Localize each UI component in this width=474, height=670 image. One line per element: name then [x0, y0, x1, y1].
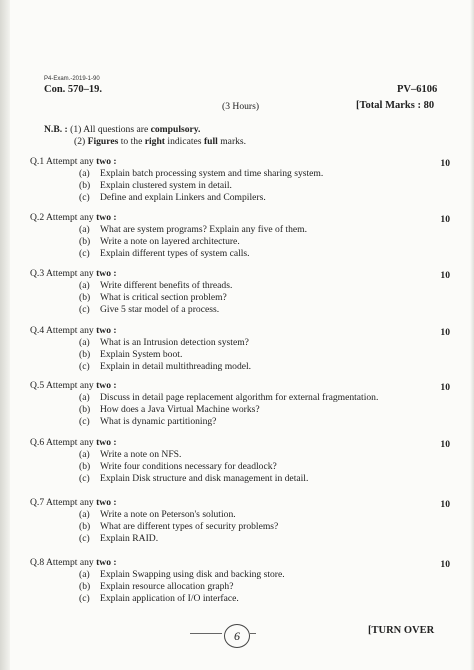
- question-marks: 10: [440, 270, 450, 281]
- question-marks: 10: [440, 559, 450, 570]
- duration: (3 Hours): [222, 101, 260, 112]
- question-count: two :: [96, 557, 117, 568]
- question-label: [30, 325, 117, 336]
- option-letter: (a): [79, 224, 90, 235]
- question-option: [30, 509, 450, 521]
- option-letter: (b): [79, 292, 91, 303]
- turn-over: [TURN OVER: [368, 625, 435, 636]
- option-letter: (c): [79, 416, 90, 427]
- question-label: [30, 380, 117, 391]
- question-count: two :: [96, 212, 117, 223]
- question-option: [30, 361, 450, 373]
- question-marks: 10: [440, 439, 450, 450]
- page-mark: 6: [224, 624, 250, 648]
- question-marks: 10: [440, 499, 450, 510]
- question-option: [30, 349, 450, 361]
- option-text: Discuss in detail page replacement algorithm for external fragmentation.: [100, 392, 379, 403]
- option-text: Explain batch processing system and time sharing system.: [100, 168, 324, 179]
- con-number: Con. 570–19.: [44, 84, 103, 95]
- question-label: [30, 557, 117, 568]
- question-attempt: Attempt any: [46, 325, 94, 336]
- paper-id: PV–6106: [397, 84, 438, 95]
- option-letter: (c): [79, 304, 90, 315]
- question-option: [30, 292, 450, 304]
- question-label: [30, 437, 117, 448]
- question-option: [30, 168, 450, 180]
- question-attempt: Attempt any: [46, 212, 94, 223]
- option-text: Write different benefits of threads.: [100, 280, 233, 291]
- option-letter: (c): [79, 361, 90, 372]
- question-attempt: Attempt any: [46, 268, 94, 279]
- nb-to-the: to the: [120, 136, 143, 147]
- question-number: Q.4: [30, 325, 45, 336]
- option-text: What are different types of security problems?: [100, 521, 279, 532]
- option-letter: (c): [79, 593, 90, 604]
- question-label: [30, 497, 117, 508]
- option-text: Define and explain Linkers and Compilers.: [100, 192, 266, 203]
- question-block: [30, 325, 450, 373]
- question-number: Q.8: [30, 557, 45, 568]
- option-text: Explain Swapping using disk and backing store.: [100, 569, 285, 580]
- option-text: How does a Java Virtual Machine works?: [100, 404, 260, 415]
- nb-right: right: [144, 136, 166, 147]
- question-label: [30, 212, 117, 223]
- question-number: Q.3: [30, 268, 45, 279]
- question-option: [30, 473, 450, 485]
- option-letter: (c): [79, 473, 90, 484]
- option-text: Write four conditions necessary for deadlock?: [100, 461, 277, 472]
- question-header: [30, 557, 450, 569]
- question-block: [30, 437, 450, 485]
- option-letter: (c): [79, 192, 90, 203]
- option-letter: (a): [79, 168, 90, 179]
- question-header: [30, 156, 450, 168]
- question-option: [30, 180, 450, 192]
- option-letter: (b): [79, 581, 91, 592]
- option-text: Explain clustered system in detail.: [100, 180, 232, 191]
- option-text: Explain System boot.: [100, 349, 183, 360]
- question-option: [30, 449, 450, 461]
- option-letter: (b): [79, 461, 91, 472]
- option-letter: (b): [79, 236, 91, 247]
- question-number: Q.2: [30, 212, 45, 223]
- option-text: What is dynamic partitioning?: [100, 416, 217, 427]
- option-text: Write a note on Peterson's solution.: [100, 509, 236, 520]
- question-number: Q.7: [30, 497, 45, 508]
- question-block: [30, 557, 450, 605]
- option-text: Explain resource allocation graph?: [100, 581, 234, 592]
- footer-line-right: [250, 633, 256, 634]
- question-attempt: Attempt any: [46, 156, 94, 167]
- question-marks: 10: [440, 214, 450, 225]
- question-header: [30, 380, 450, 392]
- option-text: Explain application of I/O interface.: [100, 593, 239, 604]
- exam-code: P4-Exam.-2019-1-90: [44, 76, 100, 82]
- option-letter: (b): [79, 180, 91, 191]
- option-letter: (a): [79, 392, 90, 403]
- question-attempt: Attempt any: [46, 557, 94, 568]
- option-letter: (b): [79, 404, 91, 415]
- question-option: [30, 192, 450, 204]
- question-count: two :: [96, 156, 117, 167]
- question-block: [30, 497, 450, 545]
- question-count: two :: [96, 497, 117, 508]
- question-option: [30, 280, 450, 292]
- option-text: Explain different types of system calls.: [100, 248, 250, 259]
- question-option: [30, 304, 450, 316]
- question-option: [30, 569, 450, 581]
- question-option: [30, 404, 450, 416]
- question-count: two :: [96, 268, 117, 279]
- question-option: [30, 248, 450, 260]
- option-letter: (b): [79, 521, 91, 532]
- question-option: [30, 533, 450, 545]
- question-number: Q.5: [30, 380, 45, 391]
- question-block: [30, 156, 450, 204]
- question-label: [30, 268, 117, 279]
- question-block: [30, 268, 450, 316]
- nb-item-1-num: (1): [70, 124, 82, 135]
- question-attempt: Attempt any: [46, 497, 94, 508]
- question-block: [30, 212, 450, 260]
- question-header: [30, 437, 450, 449]
- nb-label: N.B. :: [44, 124, 68, 135]
- scan-left-edge: [0, 0, 10, 670]
- question-option: [30, 593, 450, 605]
- nb-indicates: indicates: [167, 136, 202, 147]
- question-marks: 10: [440, 382, 450, 393]
- option-letter: (c): [79, 248, 90, 259]
- option-text: What is critical section problem?: [100, 292, 227, 303]
- nb-line-1: [44, 124, 200, 135]
- nb-line-2: [74, 136, 246, 147]
- question-header: [30, 268, 450, 280]
- option-text: Explain in detail multithreading model.: [100, 361, 252, 372]
- footer-line-left: [190, 633, 222, 634]
- question-label: [30, 156, 117, 167]
- question-header: [30, 212, 450, 224]
- option-text: Explain RAID.: [100, 533, 159, 544]
- question-option: [30, 461, 450, 473]
- question-header: [30, 325, 450, 337]
- option-letter: (a): [79, 569, 90, 580]
- question-option: [30, 521, 450, 533]
- question-option: [30, 236, 450, 248]
- nb-marks: marks.: [220, 136, 247, 147]
- question-marks: 10: [440, 158, 450, 169]
- option-letter: (b): [79, 349, 91, 360]
- option-text: What are system programs? Explain any five of them.: [100, 224, 307, 235]
- question-attempt: Attempt any: [46, 437, 94, 448]
- nb-figures: Figures: [87, 136, 119, 147]
- question-number: Q.1: [30, 156, 45, 167]
- question-count: two :: [96, 380, 117, 391]
- question-count: two :: [96, 325, 117, 336]
- option-text: Explain Disk structure and disk management in detail.: [100, 473, 309, 484]
- option-text: Give 5 star model of a process.: [100, 304, 220, 315]
- scan-right-edge: [470, 0, 474, 670]
- option-letter: (a): [79, 337, 90, 348]
- question-option: [30, 581, 450, 593]
- question-marks: 10: [440, 327, 450, 338]
- option-letter: (a): [79, 280, 90, 291]
- question-number: Q.6: [30, 437, 45, 448]
- option-letter: (a): [79, 449, 90, 460]
- option-letter: (c): [79, 533, 90, 544]
- nb-item-1-bold: compulsory.: [150, 124, 201, 135]
- option-text: Write a note on layered architecture.: [100, 236, 240, 247]
- total-marks: [Total Marks : 80: [356, 100, 435, 111]
- option-text: Write a note on NFS.: [100, 449, 182, 460]
- question-block: [30, 380, 450, 428]
- question-attempt: Attempt any: [46, 380, 94, 391]
- question-header: [30, 497, 450, 509]
- option-letter: (a): [79, 509, 90, 520]
- question-option: [30, 416, 450, 428]
- question-count: two :: [96, 437, 117, 448]
- question-option: [30, 392, 450, 404]
- nb-full: full: [203, 136, 218, 147]
- nb-item-2-num: (2): [74, 136, 86, 147]
- nb-item-1-pre: All questions are: [83, 124, 149, 135]
- question-option: [30, 337, 450, 349]
- option-text: What is an Intrusion detection system?: [100, 337, 249, 348]
- question-option: [30, 224, 450, 236]
